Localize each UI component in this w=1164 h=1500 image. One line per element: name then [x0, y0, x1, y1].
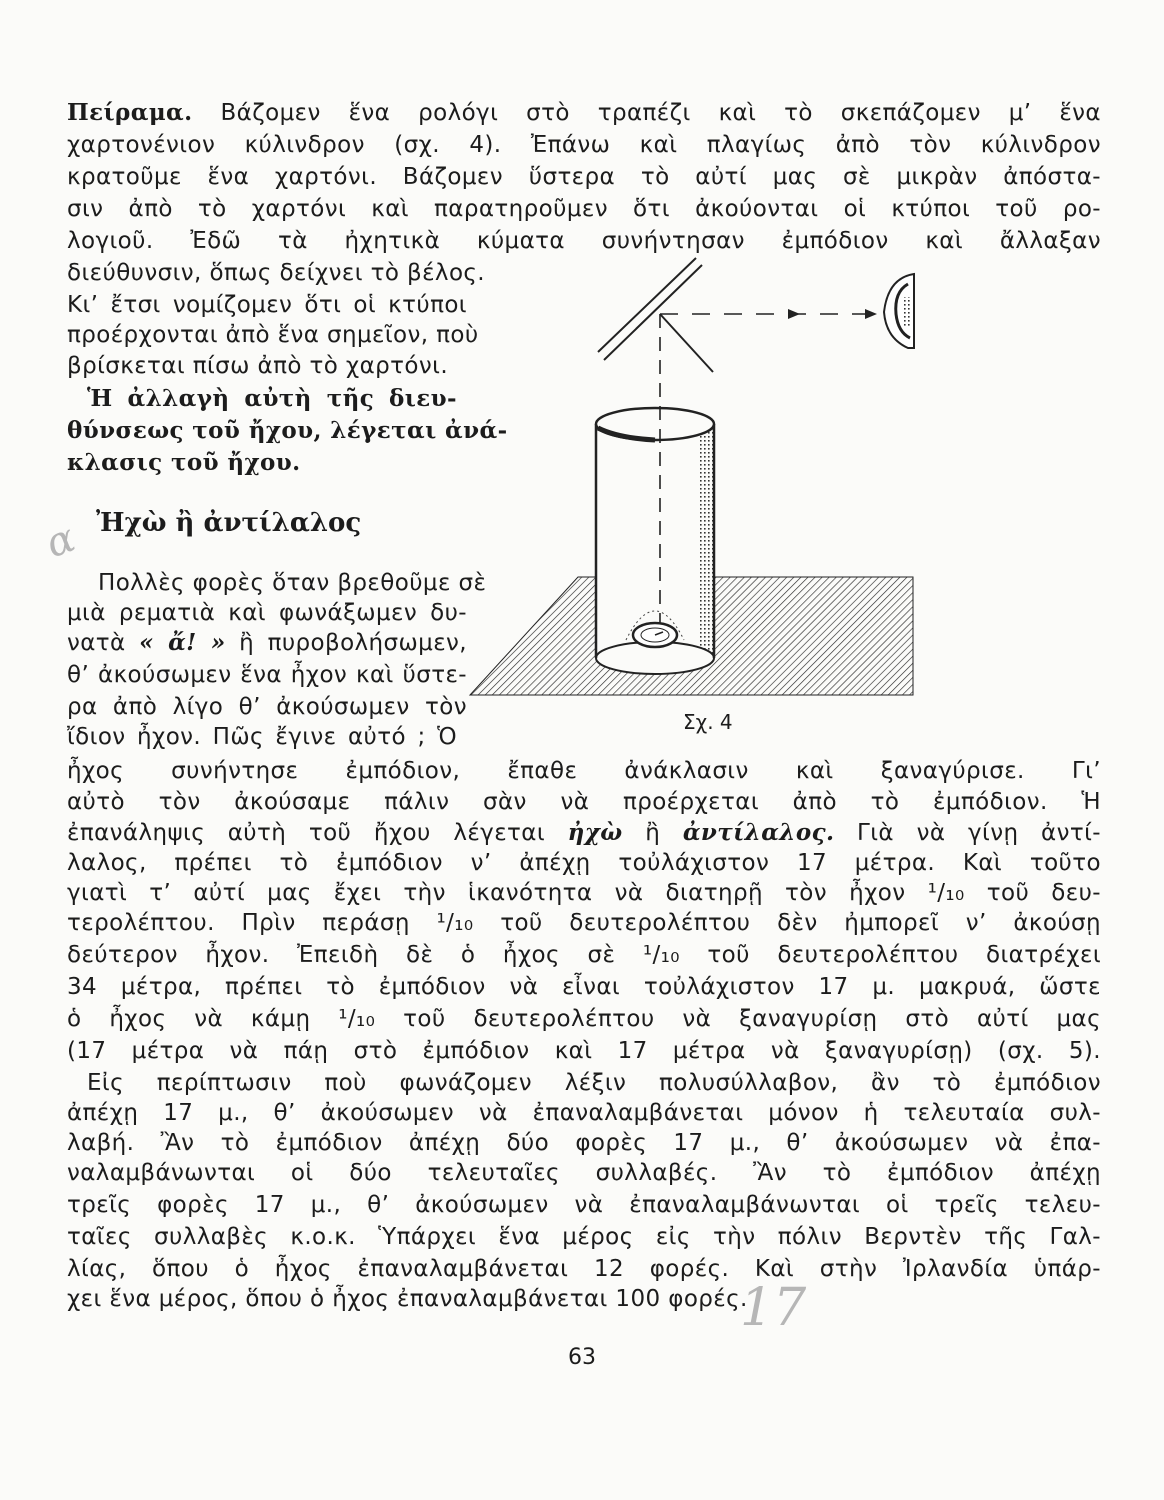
p1-line-6: διεύθυνσιν, ὅπως δείχνει τὸ βέλος.	[67, 260, 486, 286]
section-heading: Ἠχὼ ἢ ἀντίλαλος	[96, 508, 362, 538]
p3-line-4: ναλαμβάνωνται οἱ δύο τελευταῖες συλλαβές. Ἂν τὸ ἐμπόδιον ἀπέχῃ	[67, 1160, 1101, 1186]
exclamation-quote: « ἄ! »	[139, 629, 226, 656]
p2-line-12: τερολέπτου. Πρὶν περάσῃ ¹/₁₀ τοῦ δευτερολέπτου δὲν ἠμπορεῖ ν’ ἀκούσῃ	[67, 910, 1101, 936]
arrow-head-1	[788, 309, 800, 319]
p3-line-5: τρεῖς φορὲς 17 μ., θ’ ἀκούσωμεν νὰ ἐπαναλαμβάνωνται οἱ τρεῖς τελευ-	[67, 1192, 1101, 1218]
p2-line-14: 34 μέτρα, πρέπει τὸ ἐμπόδιον νὰ εἶναι τοὐλάχιστον 17 μ. μακρυά, ὥστε	[67, 974, 1101, 1000]
arrow-head-2	[865, 309, 877, 319]
p1-line-1: Πείραμα. Βάζομεν ἕνα ρολόγι στὸ τραπέζι καὶ τὸ σκεπάζομεν μ’ ἕνα	[67, 99, 1101, 126]
p3-line-7: λίας, ὅπου ὁ ἦχος ἐπαναλαμβάνεται 12 φορές. Καὶ στὴν Ἰρλανδία ὑπάρ-	[67, 1256, 1101, 1282]
p1-line-7: Κι’ ἔτσι νομίζομεν ὅτι οἱ κτύποι	[67, 292, 467, 318]
p2-line-1: Πολλὲς φορὲς ὅταν βρεθοῦμε σὲ	[98, 570, 487, 596]
ear-icon	[884, 274, 914, 348]
p2-line-8: αὐτὸ τὸν ἀκούσαμε πάλιν σὰν νὰ προέρχεται ἀπὸ τὸ ἐμπόδιον. Ἡ	[67, 789, 1101, 815]
p1-line-4: σιν ἀπὸ τὸ χαρτόνι καὶ παρατηροῦμεν ὅτι ἀκούονται οἱ κτύποι τοῦ ρο-	[67, 196, 1101, 222]
cardboard-reflector	[598, 258, 713, 372]
p2-line-5: ρα ἀπὸ λίγο θ’ ἀκούσωμεν τὸν	[67, 694, 467, 720]
p1-line-2: χαρτονένιον κύλινδρον (σχ. 4). Ἐπάνω καὶ πλαγίως ἀπὸ τὸν κύλινδρον	[67, 132, 1101, 158]
definition-line-2: θύνσεως τοῦ ἤχου, λέγεται ἀνά-	[67, 417, 508, 444]
p2-line-16: (17 μέτρα νὰ πάῃ στὸ ἐμπόδιον καὶ 17 μέτρα νὰ ξαναγυρίσῃ) (σχ. 5).	[67, 1038, 1101, 1064]
experiment-label: Πείραμα.	[67, 99, 193, 126]
p2-line-6: ἴδιον ἦχον. Πῶς ἔγινε αὐτό ; Ὁ	[67, 724, 457, 750]
p1-line-3: κρατοῦμε ἕνα χαρτόνι. Βάζομεν ὕστερα τὸ αὐτί μας σὲ μικρὰν ἀπόστα-	[67, 164, 1101, 190]
p2-line-11: γιατὶ τ’ αὐτί μας ἔχει τὴν ἱκανότητα νὰ διατηρῇ τὸν ἦχον ¹/₁₀ τοῦ δευ-	[67, 880, 1101, 906]
p3-line-6: ταῖες συλλαβὲς κ.ο.κ. Ὑπάρχει ἕνα μέρος εἰς τὴν πόλιν Βερντὲν τῆς Γαλ-	[67, 1224, 1101, 1250]
handwritten-margin-mark: α	[39, 514, 82, 568]
p2-line-10: λαλος, πρέπει τὸ ἐμπόδιον ν’ ἀπέχῃ τοὐλάχιστον 17 μέτρα. Καὶ τοῦτο	[67, 850, 1101, 876]
p2-line-3: νατὰ « ἄ! » ἢ πυροβολήσωμεν,	[67, 629, 468, 656]
page-number: 63	[568, 1345, 596, 1370]
p3-line-2: ἀπέχῃ 17 μ., θ’ ἀκούσωμεν νὰ ἐπαναλαμβάνεται μόνον ἡ τελευταία συλ-	[67, 1100, 1101, 1126]
p2-line-2: μιὰ ρεματιὰ καὶ φωνάξωμεν δυ-	[67, 600, 467, 626]
p1-line-8: προέρχονται ἀπὸ ἕνα σημεῖον, ποὺ	[67, 322, 479, 348]
p3-line-8: χει ἕνα μέρος, ὅπου ὁ ἦχος ἐπαναλαμβάνεται 100 φορές.	[67, 1286, 748, 1312]
p3-line-1: Εἰς περίπτωσιν ποὺ φωνάζομεν λέξιν πολυσύλλαβον, ἂν τὸ ἐμπόδιον	[87, 1070, 1101, 1096]
p3-line-3: λαβή. Ἂν τὸ ἐμπόδιον ἀπέχῃ δύο φορὲς 17 μ., θ’ ἀκούσωμεν νὰ ἐπα-	[67, 1130, 1101, 1156]
definition-line-3: κλασις τοῦ ἤχου.	[67, 449, 301, 476]
term-antilalos: ἀντίλαλος.	[682, 819, 835, 846]
p2-line-13: δεύτερον ἦχον. Ἐπειδὴ δὲ ὁ ἦχος σὲ ¹/₁₀ τοῦ δευτερολέπτου διατρέχει	[67, 942, 1101, 968]
p2-line-7: ἦχος συνήντησε ἐμπόδιον, ἔπαθε ἀνάκλασιν καὶ ξαναγύρισε. Γι’	[67, 758, 1101, 784]
definition-line-1: Ἡ ἀλλαγὴ αὐτὴ τῆς διευ-	[87, 385, 457, 412]
term-echo: ἠχὼ	[567, 819, 623, 846]
p2-line-9: ἐπανάληψις αὐτὴ τοῦ ἤχου λέγεται ἠχὼ ἢ ἀντίλαλος. Γιὰ νὰ γίνῃ ἀντί-	[67, 819, 1101, 846]
p2-line-4: θ’ ἀκούσωμεν ἕνα ἦχον καὶ ὕστε-	[67, 662, 467, 688]
p1-line-5: λογιοῦ. Ἐδῶ τὰ ἠχητικὰ κύματα συνήντησαν ἐμπόδιον καὶ ἄλλαξαν	[67, 228, 1101, 254]
figure-4-illustration	[468, 252, 928, 702]
p2-line-15: ὁ ἦχος νὰ κάμῃ ¹/₁₀ τοῦ δευτερολέπτου νὰ ξαναγυρίσῃ στὸ αὐτί μας	[67, 1006, 1101, 1032]
p1-line-9: βρίσκεται πίσω ἀπὸ τὸ χαρτόνι.	[67, 353, 449, 379]
figure-caption: Σχ. 4	[683, 710, 733, 734]
handwritten-number: 17	[740, 1278, 807, 1338]
